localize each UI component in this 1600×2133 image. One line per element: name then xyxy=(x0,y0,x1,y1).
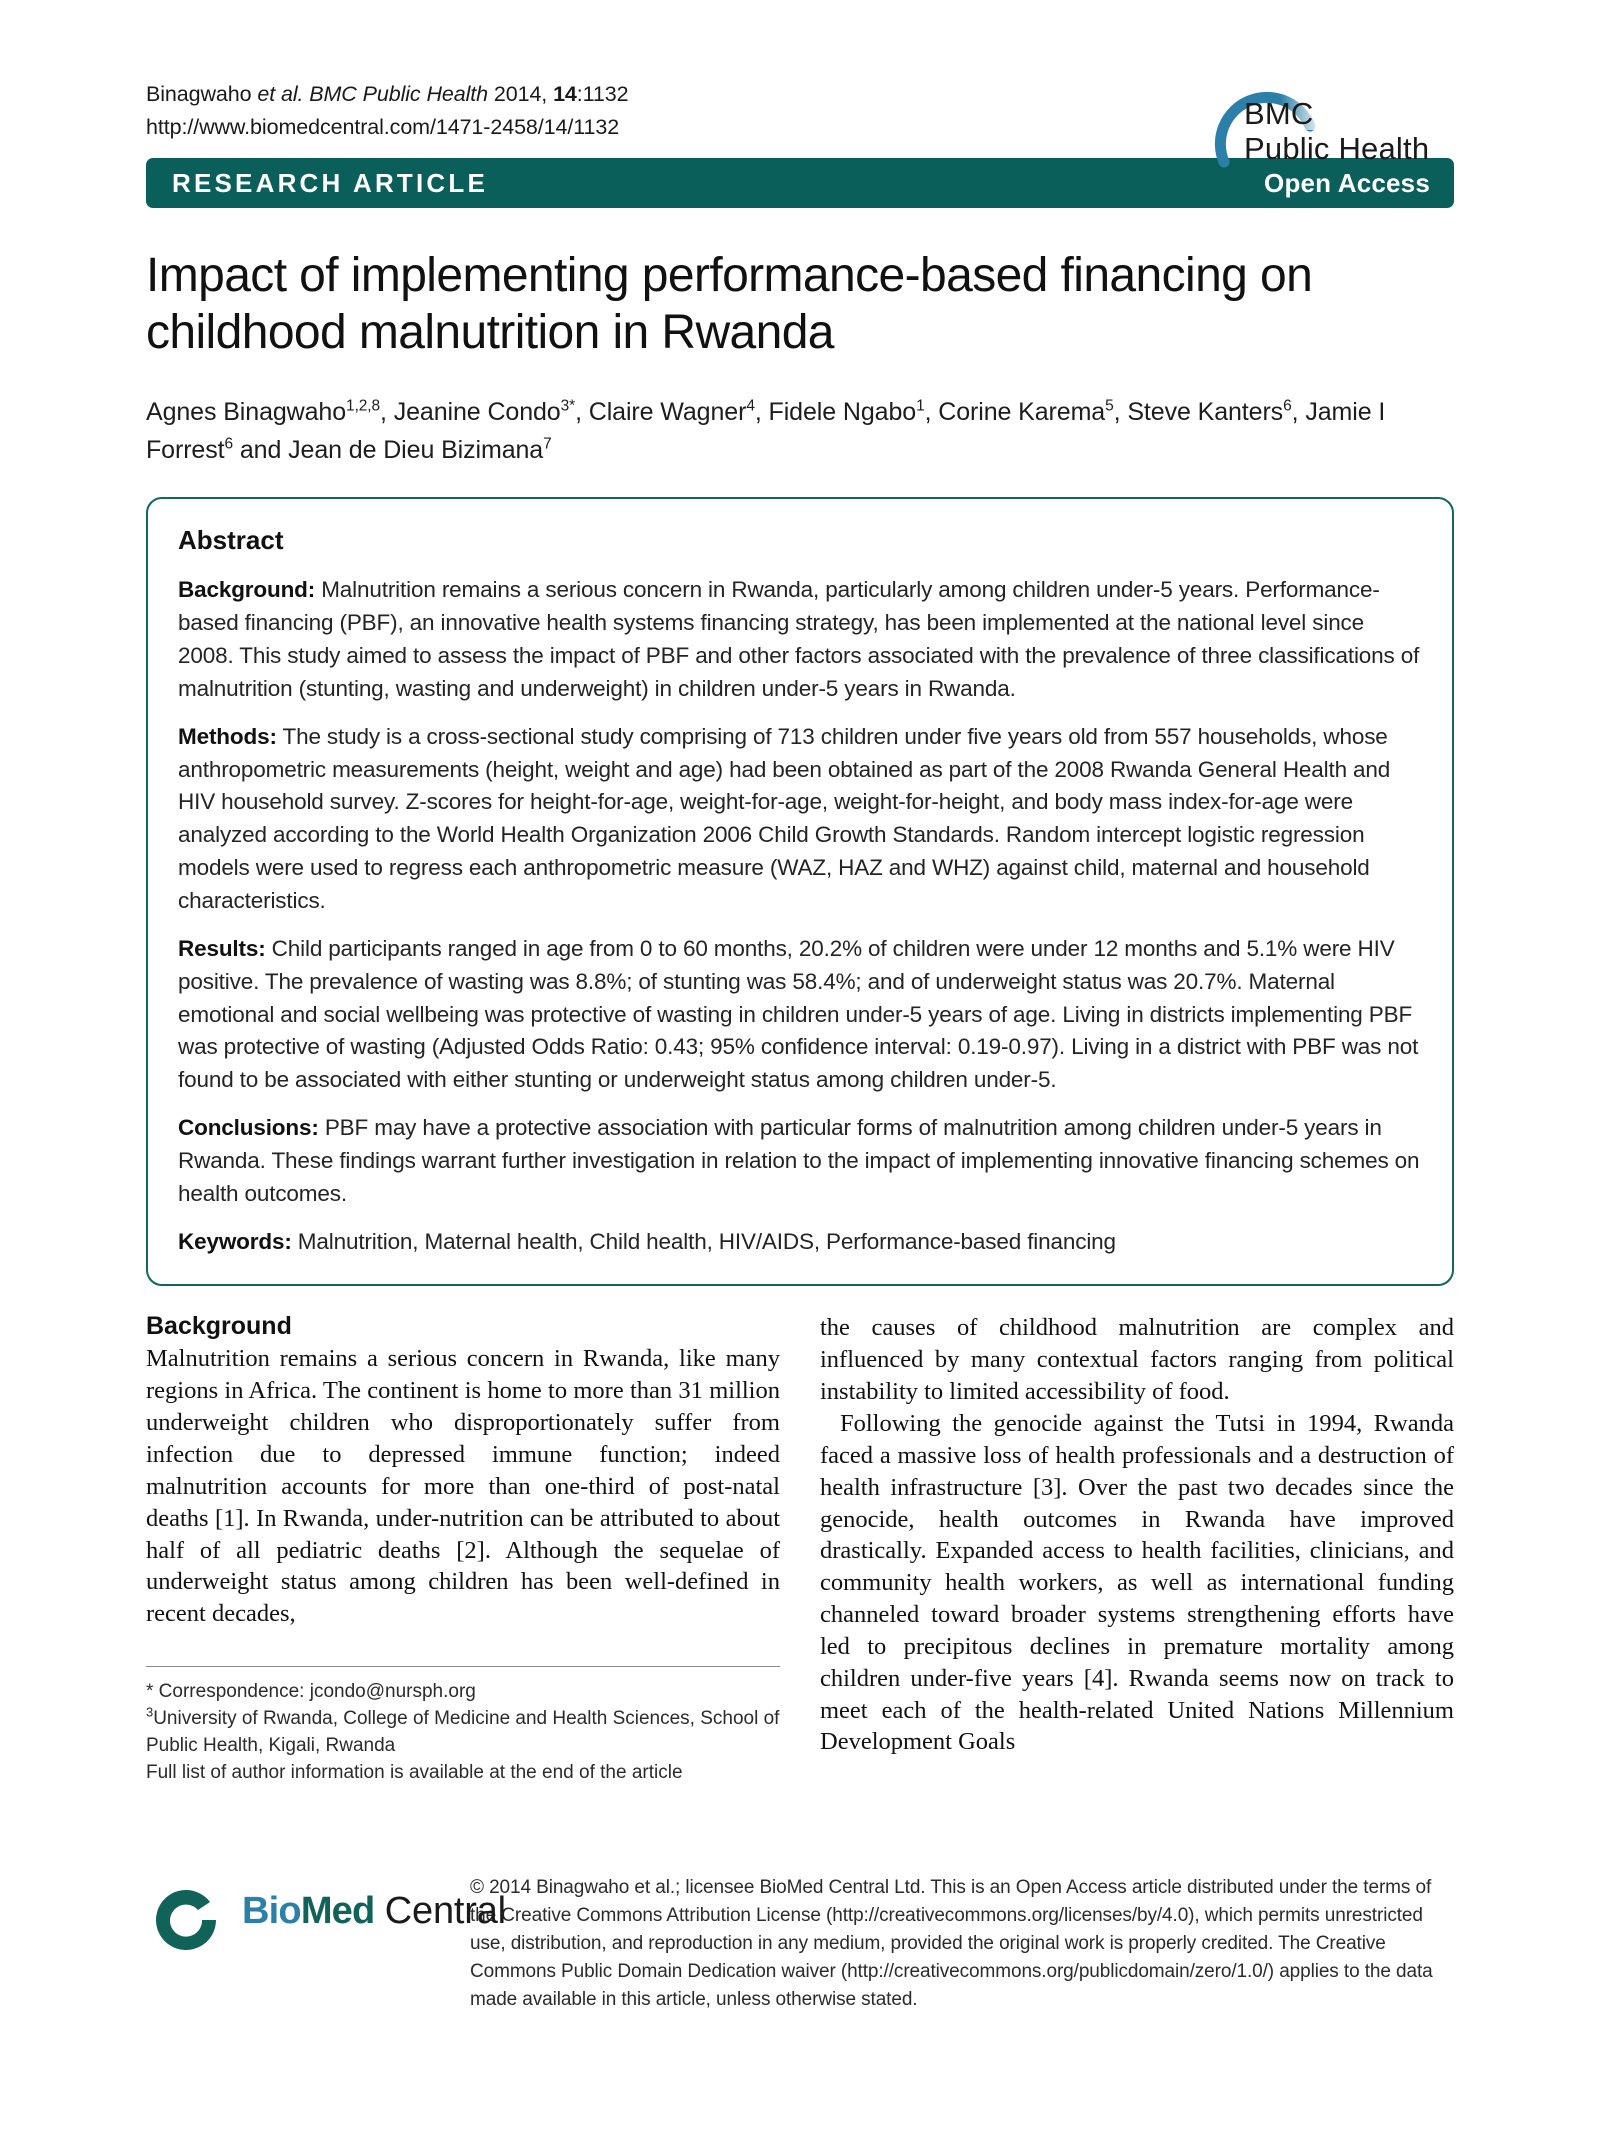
abstract-conclusions-label: Conclusions: xyxy=(178,1115,319,1141)
page-header xyxy=(146,0,1454,167)
correspondence-line xyxy=(146,1679,780,1706)
wordmark-bio: Bio xyxy=(242,1890,301,1932)
abstract-results-text: Child participants ranged in age from 0 to 60 months, 20.2% of children were under 12 months and 5.1% were HIV positive. The prevalence of wasting was 8.8%; of stunting was 58.4%; and of underweight status was 20.7%. Maternal emotional and social wellbeing was protective of wasting in children under-5 years of age. Living in districts implementing PBF was protective of wasting (Adjusted Odds Ratio: 0.43; 95% confidence interval: 0.19-0.97). Living in a district with PBF was not found to be associated with either stunting or underweight status among children under-5. xyxy=(178,935,1419,1093)
copyright-text: © 2014 Binagwaho et al.; licensee BioMed Central Ltd. This is an Open Access article distributed under the terms of the Creative Commons Attribution License (http://creativecommons.org/licenses/by/4.0), which permits unrestricted use, distribution, and reproduction in any medium, provided the original work is properly credited. The Creative Commons Public Domain Dedication waiver (http://creativecommons.org/publicdomain/zero/1.0/) applies to the data made available in this article, unless otherwise stated. xyxy=(470,1877,1433,2011)
abstract-methods-label: Methods: xyxy=(178,723,277,749)
abstract-methods-text: The study is a cross-sectional study comprising of 713 children under five years old from 557 households, whose anthropometric measurements (height, weight and age) had been obtained as part of the 2008 Rwanda General Health and HIV household survey. Z-scores for height-for-age, weight-for-age, weight-for-height, and body mass index-for-age were analyzed according to the World Health Organization 2006 Child Growth Standards. Random intercept logistic regression models were used to regress each anthropometric measure (WAZ, HAZ and WHZ) against child, maternal and household characteristics. xyxy=(178,723,1391,913)
article-type-label: RESEARCH ARTICLE xyxy=(172,167,489,198)
wordmark-med: Med xyxy=(300,1890,375,1932)
abstract-background-label: Background: xyxy=(178,577,316,603)
right-column xyxy=(820,1312,1454,1786)
author-list: Agnes Binagwaho$^{1,2,8}$, Jeanine Condo$^{3*}$, Claire Wagner$^4$, Fidele Ngabo$^1$, Corine Karema$^5$, Steve Kanters$^6$, Jamie I Forrest$^6$ and Jean de Dieu Bizimana$^7$ xyxy=(146,398,1386,465)
abstract-heading: Abstract xyxy=(178,525,284,556)
bmc-logo-text xyxy=(1244,96,1429,166)
abstract-box xyxy=(146,497,1454,1286)
affiliation-marker: 3 xyxy=(146,1704,154,1720)
bmc-journal-logo xyxy=(1202,70,1452,170)
background-paragraph-right-2: Following the genocide against the Tutsi in 1994, Rwanda faced a massive loss of health professionals and a destruction of health infrastructure [3]. Over the past two decades since the genocide, health outcomes in Rwanda have improved drastically. Expanded access to health facilities, clinicians, and community health workers, as well as international funding channeled toward broader systems strengthening efforts have led to precipitous declines in premature mortality among children under-five years [4]. Rwanda seems now on track to meet each of the health-related United Nations Millennium Development Goals xyxy=(820,1409,1454,1756)
open-access-label: Open Access xyxy=(1264,167,1430,198)
running-head-citation xyxy=(146,82,629,106)
abstract-conclusions-text: PBF may have a protective association with particular forms of malnutrition among children under-5 years in Rwanda. These findings warrant further investigation in relation to the impact of implementing innovative financing schemes on health outcomes. xyxy=(178,1115,1420,1206)
correspondence-star: * xyxy=(146,1681,154,1703)
affiliation-line xyxy=(146,1706,780,1760)
left-column xyxy=(146,1312,780,1786)
background-paragraph-right-1: the causes of childhood malnutrition are complex and influenced by many contextual factors ranging from political instability to limited accessibility of food. xyxy=(820,1314,1454,1406)
abstract-background-text: Malnutrition remains a serious concern in Rwanda, particularly among children under-5 years. Performance-based financing (PBF), an innovative health systems financing strategy, has been implemented at the national level since 2008. This study aimed to assess the impact of PBF and other factors associated with the prevalence of three classifications of malnutrition (stunting, wasting and underweight) in children under-5 years in Rwanda. xyxy=(178,577,1420,701)
abstract-results xyxy=(178,933,1422,1097)
running-head-journal: et al. BMC Public Health xyxy=(257,82,488,106)
bmc-logo-line1: BMC xyxy=(1244,96,1314,131)
page-title: Impact of implementing performance-based financing on childhood malnutrition in Rwanda xyxy=(146,249,1313,359)
background-paragraph-left: Malnutrition remains a serious concern in Rwanda, like many regions in Africa. The continent is home to more than 31 million underweight children who disproportionately suffer from infection due to depressed immune function; indeed malnutrition accounts for more than one-third of post-natal deaths [1]. In Rwanda, under-nutrition can be attributed to about half of all pediatric deaths [2]. Although the sequelae of underweight status among children has been well-defined in recent decades, xyxy=(146,1345,780,1628)
section-heading-background: Background xyxy=(146,1312,292,1341)
running-head-volume: 14 xyxy=(553,82,577,106)
abstract-results-label: Results: xyxy=(178,935,266,961)
running-head-url[interactable]: http://www.biomedcentral.com/1471-2458/14/1132 xyxy=(146,115,620,140)
wordmark-central: Central xyxy=(374,1890,506,1932)
correspondence-label: Correspondence: xyxy=(153,1681,310,1703)
running-head-author: Binagwaho xyxy=(146,82,258,106)
abstract-methods xyxy=(178,721,1422,918)
running-head-issue: :1132 xyxy=(576,82,629,106)
correspondence-email[interactable]: jcondo@nursph.org xyxy=(309,1681,476,1703)
abstract-keywords xyxy=(178,1226,1422,1259)
body-columns xyxy=(146,1312,1454,1786)
biomed-central-ring-icon xyxy=(146,1882,238,1956)
affiliation-text: University of Rwanda, College of Medicine and Health Sciences, School of Public Health, Kigali, Rwanda xyxy=(146,1708,780,1756)
copyright-block xyxy=(146,1874,1454,2015)
running-head-year: 2014, xyxy=(488,82,554,106)
biomed-central-wordmark xyxy=(242,1890,506,1933)
running-head xyxy=(146,78,629,145)
full-author-list-note: Full list of author information is available at the end of the article xyxy=(146,1761,683,1783)
bmc-logo-line2: Public Health xyxy=(1244,131,1430,167)
abstract-keywords-label: Keywords: xyxy=(178,1228,292,1254)
abstract-background xyxy=(178,574,1422,705)
biomed-central-logo xyxy=(146,1882,506,1956)
abstract-keywords-text: Malnutrition, Maternal health, Child health, HIV/AIDS, Performance-based financing xyxy=(291,1228,1116,1254)
abstract-conclusions xyxy=(178,1112,1422,1211)
correspondence-footnote xyxy=(146,1666,780,1787)
